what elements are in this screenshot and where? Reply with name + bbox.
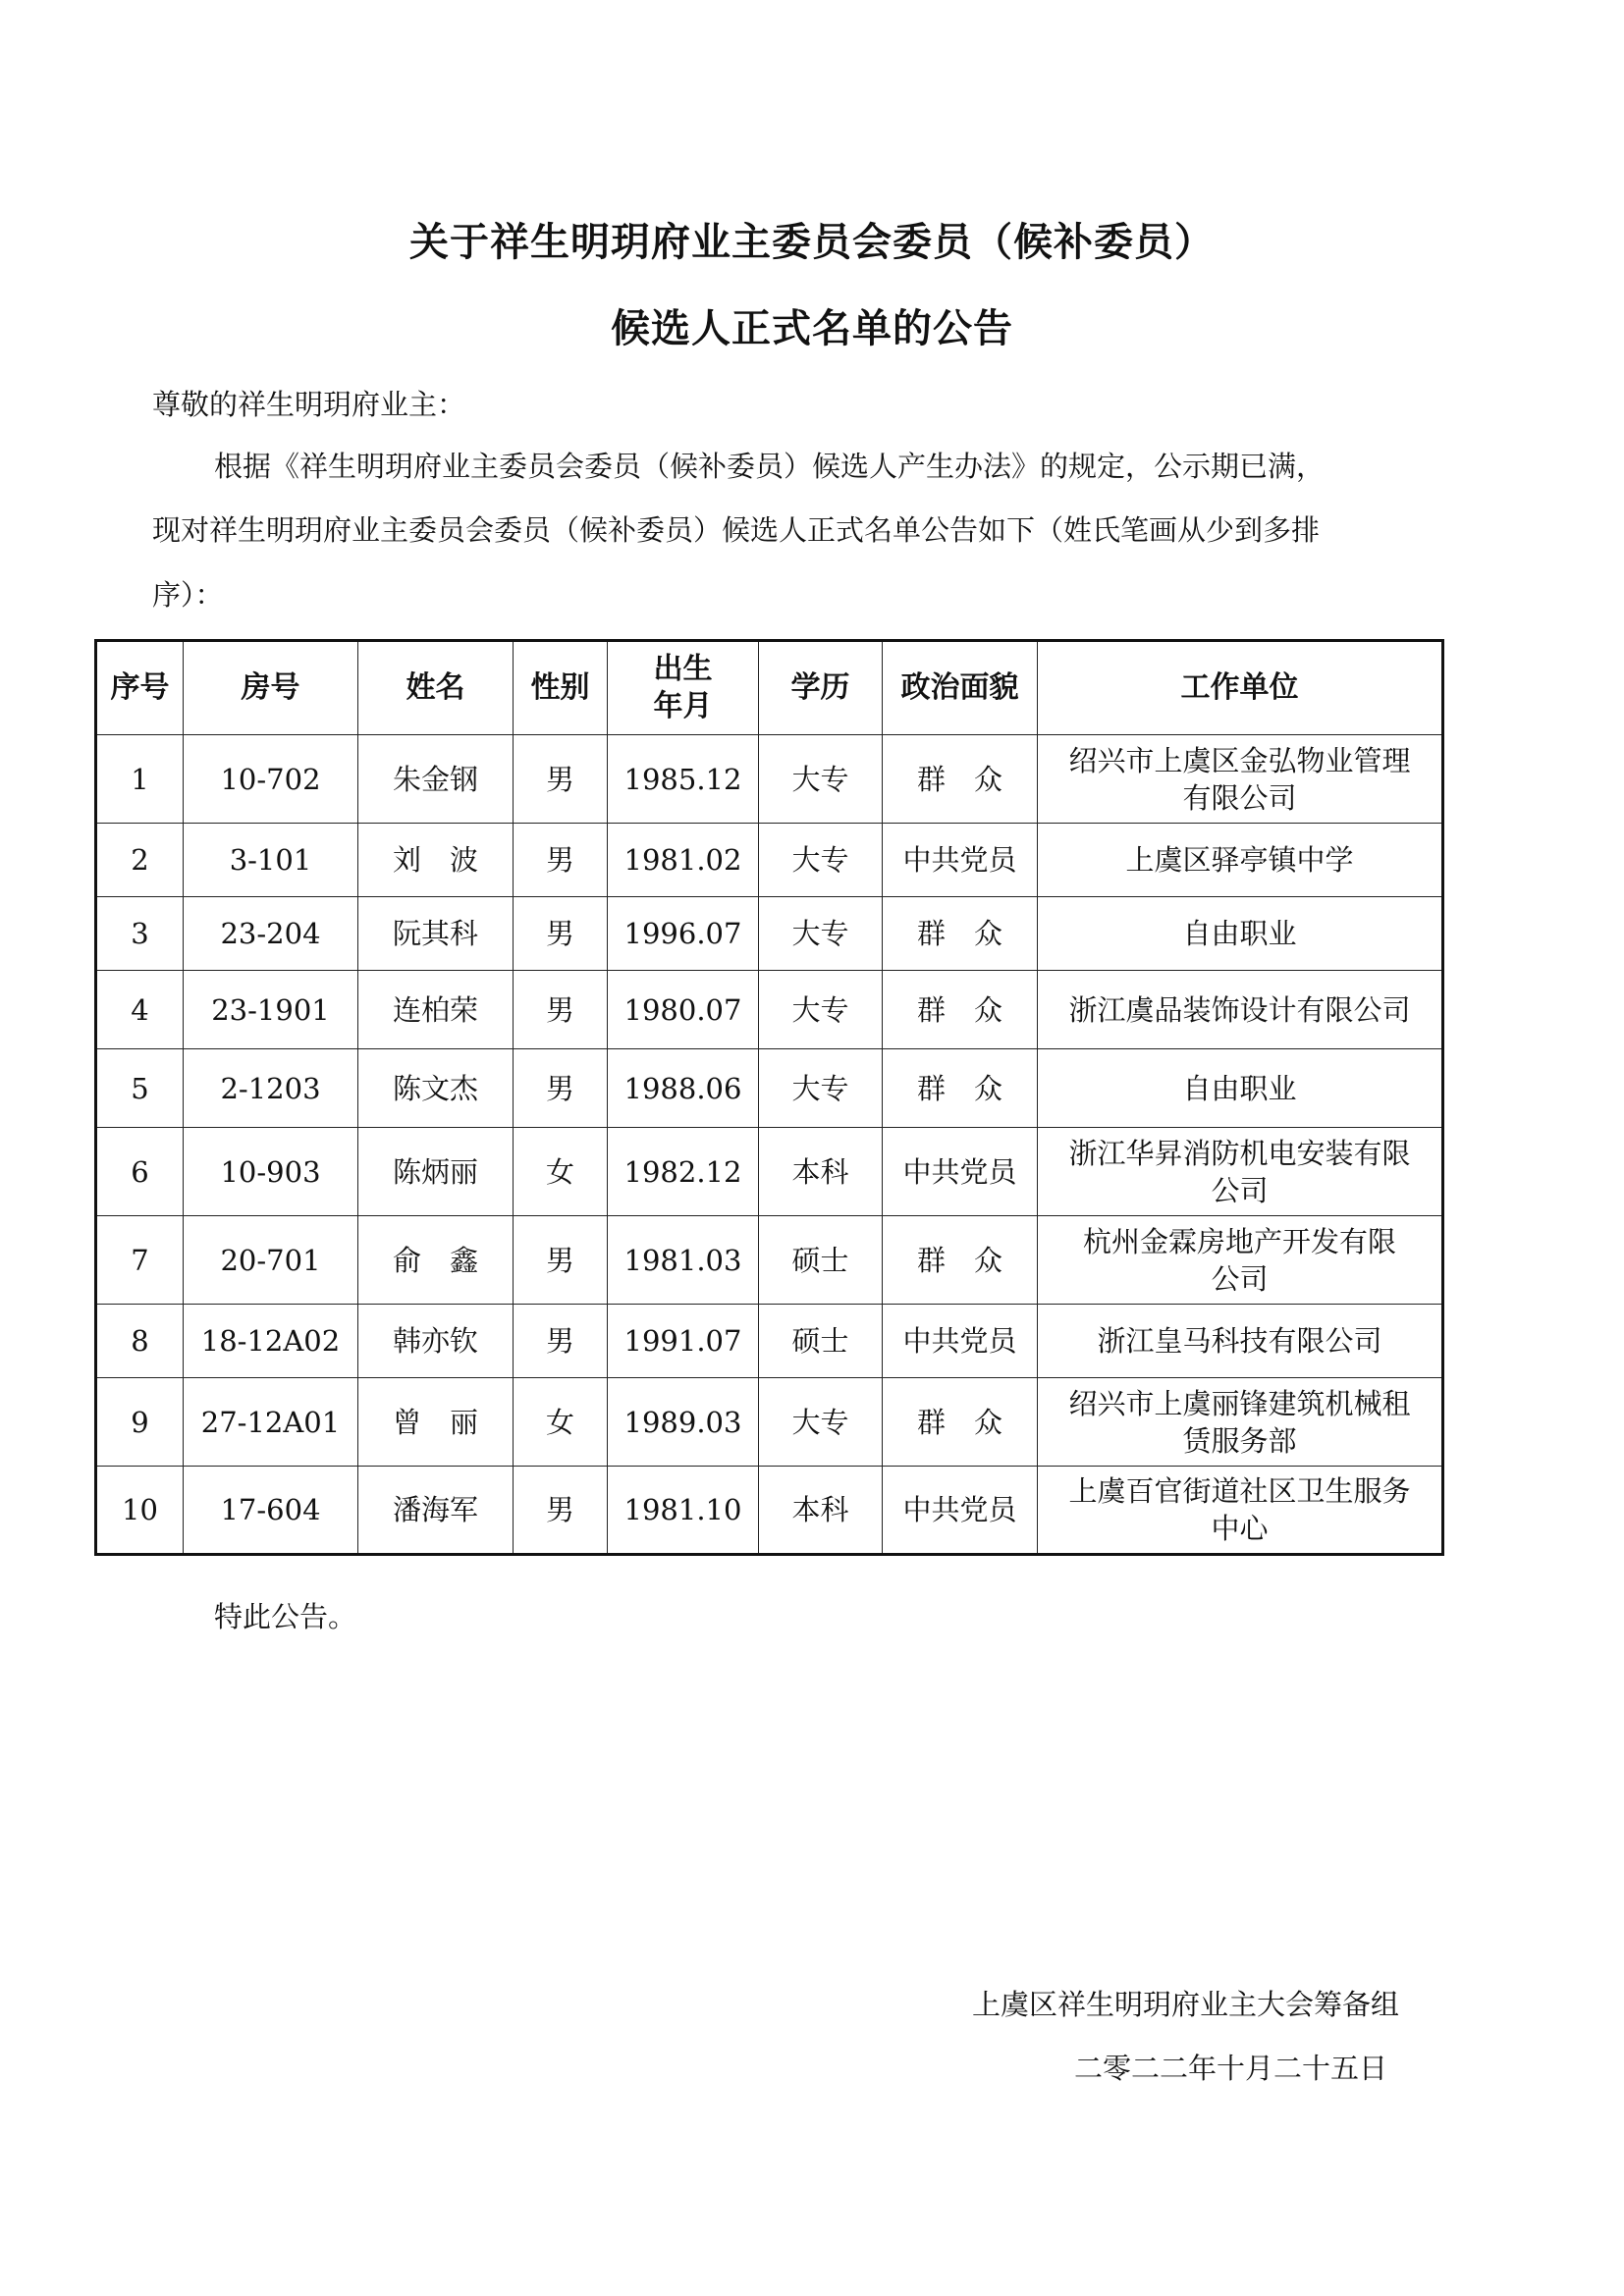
table-row	[96, 824, 1443, 897]
header-gender: 性别	[514, 641, 608, 735]
work-unit-line2: 赁服务部	[1182, 1423, 1297, 1458]
cell-work-unit	[1038, 1128, 1443, 1216]
body-line-2: 现对祥生明玥府业主委员会委员（候补委员）候选人正式名单公告如下（姓氏笔画从少到多排	[152, 513, 1321, 547]
table-row	[96, 1467, 1443, 1555]
cell-no: 8	[96, 1305, 184, 1378]
work-unit-line2: 中心	[1211, 1512, 1269, 1545]
cell-political: 中共党员	[883, 1305, 1038, 1378]
notice-title-line1: 关于祥生明玥府业主委员会委员（候补委员）	[409, 220, 1215, 265]
cell-birth: 1980.07	[608, 971, 759, 1049]
work-unit-line1: 浙江华昇消防机电安装有限	[1068, 1136, 1411, 1170]
table-row	[96, 1378, 1443, 1467]
cell-room: 18-12A02	[184, 1305, 358, 1378]
header-birth	[608, 641, 759, 735]
salutation: 尊敬的祥生明玥府业主：	[152, 388, 466, 421]
cell-birth: 1991.07	[608, 1305, 759, 1378]
cell-work-unit: 自由职业	[1038, 1049, 1443, 1128]
cell-work-unit: 自由职业	[1038, 897, 1443, 971]
cell-education: 硕士	[759, 1305, 883, 1378]
cell-name: 朱金钢	[358, 735, 514, 824]
cell-birth: 1996.07	[608, 897, 759, 971]
cell-no: 4	[96, 971, 184, 1049]
cell-no: 7	[96, 1216, 184, 1305]
cell-work-unit	[1038, 1216, 1443, 1305]
cell-gender: 男	[514, 1216, 608, 1305]
table-row	[96, 971, 1443, 1049]
signature-organization: 上虞区祥生明玥府业主大会筹备组	[972, 1988, 1400, 2021]
cell-room: 10-903	[184, 1128, 358, 1216]
cell-no: 10	[96, 1467, 184, 1555]
cell-gender: 男	[514, 1049, 608, 1128]
cell-gender: 男	[514, 897, 608, 971]
cell-work-unit	[1038, 1467, 1443, 1555]
cell-name: 曾 丽	[358, 1378, 514, 1467]
table-row	[96, 1305, 1443, 1378]
cell-political: 群 众	[883, 897, 1038, 971]
cell-work-unit: 浙江皇马科技有限公司	[1038, 1305, 1443, 1378]
cell-room: 2-1203	[184, 1049, 358, 1128]
cell-gender: 女	[514, 1128, 608, 1216]
candidate-table	[94, 639, 1444, 1556]
cell-education: 大专	[759, 971, 883, 1049]
header-no: 序号	[96, 641, 184, 735]
cell-room: 23-204	[184, 897, 358, 971]
cell-no: 5	[96, 1049, 184, 1128]
cell-political: 中共党员	[883, 824, 1038, 897]
cell-name: 陈文杰	[358, 1049, 514, 1128]
cell-work-unit	[1038, 735, 1443, 824]
cell-birth: 1981.03	[608, 1216, 759, 1305]
cell-education: 大专	[759, 824, 883, 897]
cell-name: 刘 波	[358, 824, 514, 897]
cell-work-unit: 上虞区驿亭镇中学	[1038, 824, 1443, 897]
cell-education: 大专	[759, 1378, 883, 1467]
cell-gender: 男	[514, 971, 608, 1049]
cell-room: 3-101	[184, 824, 358, 897]
cell-gender: 女	[514, 1378, 608, 1467]
table-row	[96, 1128, 1443, 1216]
cell-name: 阮其科	[358, 897, 514, 971]
cell-name: 潘海军	[358, 1467, 514, 1555]
cell-political: 群 众	[883, 1378, 1038, 1467]
work-unit-line1: 绍兴市上虞区金弘物业管理	[1068, 743, 1411, 777]
signature-date: 二零二二年十月二十五日	[1074, 2052, 1388, 2085]
work-unit-line2: 公司	[1211, 1173, 1269, 1207]
cell-political: 群 众	[883, 1216, 1038, 1305]
cell-no: 1	[96, 735, 184, 824]
cell-birth: 1989.03	[608, 1378, 759, 1467]
header-education: 学历	[759, 641, 883, 735]
cell-work-unit: 浙江虞品装饰设计有限公司	[1038, 971, 1443, 1049]
table-row	[96, 1216, 1443, 1305]
cell-name: 韩亦钦	[358, 1305, 514, 1378]
table-row	[96, 897, 1443, 971]
table-header-row	[96, 641, 1443, 735]
cell-no: 3	[96, 897, 184, 971]
cell-room: 17-604	[184, 1467, 358, 1555]
cell-no: 2	[96, 824, 184, 897]
header-work-unit: 工作单位	[1038, 641, 1443, 735]
cell-birth: 1981.02	[608, 824, 759, 897]
cell-education: 大专	[759, 1049, 883, 1128]
cell-political: 群 众	[883, 735, 1038, 824]
cell-education: 本科	[759, 1467, 883, 1555]
cell-gender: 男	[514, 735, 608, 824]
work-unit-line1: 上虞百官街道社区卫生服务	[1068, 1474, 1411, 1508]
cell-education: 大专	[759, 735, 883, 824]
cell-political: 群 众	[883, 1049, 1038, 1128]
notice-title-line2: 候选人正式名单的公告	[611, 306, 1013, 351]
cell-political: 中共党员	[883, 1128, 1038, 1216]
cell-name: 陈炳丽	[358, 1128, 514, 1216]
cell-birth: 1982.12	[608, 1128, 759, 1216]
cell-gender: 男	[514, 1305, 608, 1378]
body-line-3: 序）：	[152, 578, 224, 612]
header-room: 房号	[184, 641, 358, 735]
cell-room: 27-12A01	[184, 1378, 358, 1467]
body-line-1: 根据《祥生明玥府业主委员会委员（候补委员）候选人产生办法》的规定，公示期已满，	[214, 450, 1326, 483]
work-unit-line2: 公司	[1211, 1261, 1269, 1296]
header-political: 政治面貌	[883, 641, 1038, 735]
cell-gender: 男	[514, 824, 608, 897]
header-birth-line2: 年月	[653, 689, 713, 723]
cell-birth: 1988.06	[608, 1049, 759, 1128]
cell-education: 硕士	[759, 1216, 883, 1305]
cell-political: 群 众	[883, 971, 1038, 1049]
header-birth-line1: 出生	[653, 652, 713, 686]
cell-no: 6	[96, 1128, 184, 1216]
cell-work-unit	[1038, 1378, 1443, 1467]
cell-room: 23-1901	[184, 971, 358, 1049]
cell-birth: 1981.10	[608, 1467, 759, 1555]
table-row	[96, 735, 1443, 824]
closing-text: 特此公告。	[214, 1600, 357, 1633]
cell-education: 本科	[759, 1128, 883, 1216]
table-row	[96, 1049, 1443, 1128]
header-name: 姓名	[358, 641, 514, 735]
cell-gender: 男	[514, 1467, 608, 1555]
cell-name: 俞 鑫	[358, 1216, 514, 1305]
cell-room: 10-702	[184, 735, 358, 824]
cell-no: 9	[96, 1378, 184, 1467]
work-unit-line1: 杭州金霖房地产开发有限	[1082, 1224, 1396, 1258]
work-unit-line2: 有限公司	[1182, 780, 1297, 815]
cell-education: 大专	[759, 897, 883, 971]
cell-name: 连柏荣	[358, 971, 514, 1049]
cell-political: 中共党员	[883, 1467, 1038, 1555]
cell-birth: 1985.12	[608, 735, 759, 824]
cell-room: 20-701	[184, 1216, 358, 1305]
work-unit-line1: 绍兴市上虞丽锋建筑机械租	[1068, 1386, 1411, 1420]
